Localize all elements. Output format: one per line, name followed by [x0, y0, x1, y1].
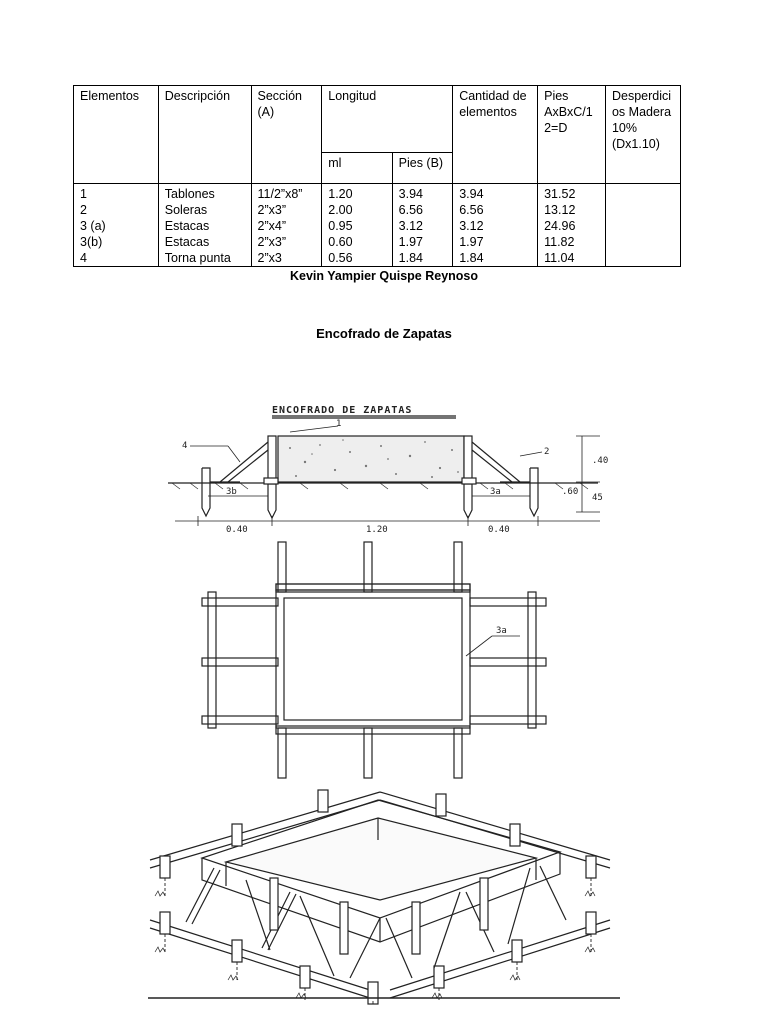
left-brace: [228, 450, 268, 482]
cell: Torna punta: [164, 251, 231, 265]
label-3a-plan: 3a: [496, 626, 507, 636]
header-pies: Pies AxBxC/1 2=D: [538, 86, 606, 184]
header-elementos: Elementos: [74, 86, 159, 184]
header-pies-b: Pies (B): [392, 153, 453, 184]
cell: 2”x3”: [257, 203, 286, 217]
cell: 2”x4”: [257, 219, 286, 233]
cell: 3.12: [398, 219, 423, 233]
right-brace: [472, 442, 520, 482]
dim-040-right: 0.40: [488, 525, 510, 535]
dim-040-left: 0.40: [226, 525, 248, 535]
concrete-footing: [278, 436, 464, 482]
author-name: Kevin Yampier Quispe Reynoso: [289, 269, 479, 283]
cell: 2”x3”: [257, 235, 286, 249]
cell: Soleras: [164, 203, 208, 217]
header-longitud: Longitud: [322, 86, 453, 153]
right-outer-stake: [530, 468, 538, 516]
header-ml: ml: [322, 153, 392, 184]
cell: 2.00: [328, 203, 353, 217]
cell: 6.56: [459, 203, 484, 217]
right-board: [464, 436, 472, 484]
dim-060: .60: [562, 487, 579, 497]
label-1: 1: [336, 419, 342, 429]
cell: Estacas: [164, 219, 210, 233]
cell: 1.97: [459, 235, 484, 249]
cell: 3 (a): [80, 219, 106, 233]
cell: 13.12: [544, 203, 576, 217]
right-solera: [462, 478, 476, 484]
header-descripcion: Descripción: [158, 86, 251, 184]
left-brace: [220, 442, 268, 482]
cell: 1.84: [398, 251, 423, 265]
cell: 3.94: [459, 187, 484, 201]
cell: 2: [80, 203, 87, 217]
isometric-view: [148, 790, 620, 1004]
header-seccion: Sección (A): [251, 86, 322, 184]
cell: 0.60: [328, 235, 353, 249]
cell: 3.94: [398, 187, 423, 201]
cell: 3(b): [80, 235, 103, 249]
cell: 4: [80, 251, 87, 265]
cell: 11/2”x8”: [257, 187, 303, 201]
left-solera: [264, 478, 278, 484]
drawing-title: ENCOFRADO DE ZAPATAS: [272, 405, 413, 416]
label-2: 2: [544, 447, 550, 457]
label-3b: 3b: [226, 487, 237, 497]
left-outer-stake: [202, 468, 210, 516]
cell: 1.84: [459, 251, 484, 265]
cell: 24.96: [544, 219, 576, 233]
cell: 31.52: [544, 187, 576, 201]
plan-view: [202, 542, 546, 778]
cell: 1.20: [328, 187, 353, 201]
cell: Tablones: [164, 187, 215, 201]
cell: 0.95: [328, 219, 353, 233]
cell: 6.56: [398, 203, 423, 217]
cell: 2”x3: [257, 251, 282, 265]
right-stake: [464, 484, 472, 518]
dim-120: 1.20: [366, 525, 388, 535]
cell: 1: [80, 187, 87, 201]
cell: 0.56: [328, 251, 353, 265]
cell: 11.82: [544, 235, 575, 249]
cell: 3.12: [459, 219, 484, 233]
label-4: 4: [182, 441, 188, 451]
left-stake: [268, 484, 276, 518]
label-3a: 3a: [490, 487, 501, 497]
section-caption: Encofrado de Zapatas: [316, 326, 452, 341]
cell: Estacas: [164, 235, 210, 249]
header-desperdicio: Desperdici os Madera 10% (Dx1.10): [605, 86, 680, 184]
dim-45: 45: [592, 493, 603, 503]
header-cantidad: Cantidad de elementos: [453, 86, 538, 184]
dim-040: .40: [592, 456, 609, 466]
cell: 11.04: [544, 251, 575, 265]
right-brace: [472, 450, 512, 482]
cell: 1.97: [398, 235, 423, 249]
left-board: [268, 436, 276, 484]
